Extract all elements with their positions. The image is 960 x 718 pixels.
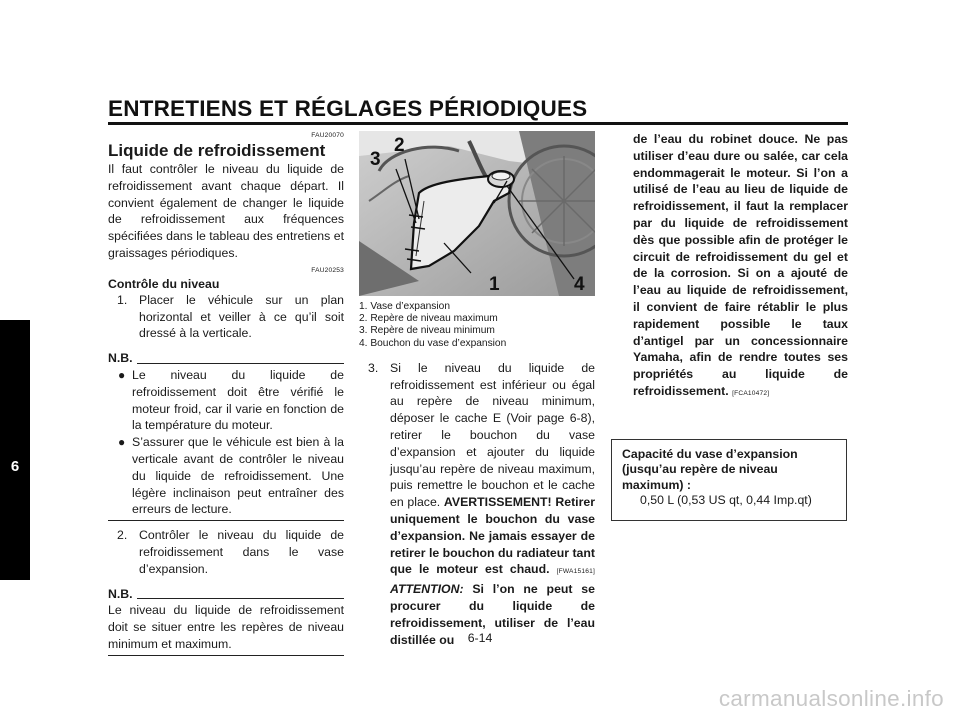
legend-item: 4. Bouchon du vase d’expansion: [359, 337, 507, 349]
attention-text: Si l’on ne peut se procurer du liquide de refroidissement, utiliser de l’eau distillée ou: [390, 582, 595, 647]
subheading: Contrôle du niveau: [108, 276, 220, 291]
note-heading: [108, 586, 344, 603]
step-number: 1.: [117, 292, 128, 307]
watermark: carmanualsonline.info: [718, 686, 944, 711]
legend-item: 2. Repère de niveau maximum: [359, 313, 498, 325]
attention-continued-text: de l’eau du robinet douce. Ne pas utiliser d’eau dure ou salée, car cela endommagerait le moteur. Si l’on a utilisé de l’eau au lieu de liquide de refroidissement, il faut la remplacer par du liquide de refroidissement dès que possible afin de protéger le circuit de refroidissement du gel et de la corrosion. Si on a ajouté de l’eau au liquide de refroidissement, il convient de faire rétablir le plus rapidement possible le taux d’antigel par un concessionnaire Yamaha, afin de rendre toutes ses propriétés au liquide de refroidissement.: [633, 132, 848, 398]
coolant-reservoir-photo: [359, 131, 595, 296]
bullet-icon: ●: [118, 367, 126, 382]
warning-code: [FWA15161]: [556, 568, 595, 576]
note-label: N.B.: [108, 351, 133, 366]
callout-4: 4: [574, 274, 585, 295]
section-title: Liquide de refroidissement: [108, 141, 326, 160]
chapter-tab: [0, 320, 30, 580]
step-text: Contrôler le niveau du liquide de refroidissement dans le vase d’expansion.: [139, 528, 344, 576]
intro-paragraph: Il faut contrôler le niveau du liquide de refroidissement avant chaque départ. Il convient également de changer le liquide de refroidissement aux fréquences spécifiées dans le tableau des entretiens et graissages périodiques.: [108, 162, 344, 260]
note-text: Le niveau du liquide de refroidissement doit se situer entre les repères de niveau minimum et maximum.: [108, 603, 344, 651]
chapter-tab-label: 6: [10, 458, 20, 475]
step-1: [108, 292, 344, 342]
note-label: N.B.: [108, 586, 133, 601]
figure-legend: [359, 301, 595, 350]
note-heading: [108, 350, 344, 367]
reference-code: FAU20253: [311, 266, 344, 274]
header-rule: [108, 122, 848, 125]
step-3-text: Si le niveau du liquide de refroidissement est inférieur ou égal au repère de niveau minimum, déposer le cache E (Voir page 6-8), retirer le bouchon du vase d’expansion et ajouter du liquide jusqu’au repère de niveau maximum, puis remettre le bouchon et le cache en place.: [390, 360, 595, 510]
capacity-spec-box: [611, 439, 847, 521]
note-bullet-text: S’assurer que le véhicule est bien à la verticale avant de contrôler le niveau du liquide de refroidissement. Une légère inclinaison peut entraîner des erreurs de lecture.: [132, 435, 344, 517]
step-text: Placer le véhicule sur un plan horizontal et veiller à ce qu’il soit dressé à la verticale.: [139, 292, 344, 341]
column-right: [611, 131, 848, 521]
caution-code: [FCA10472]: [732, 389, 770, 397]
note-bullet-text: Le niveau du liquide de refroidissement doit être vérifié le moteur froid, car il varie en fonction de la température du moteur.: [132, 367, 344, 433]
reference-code: FAU20070: [311, 132, 344, 139]
step-2: [108, 527, 344, 577]
step-3: [359, 360, 595, 649]
attention-label: ATTENTION:: [390, 582, 464, 597]
callout-1: 1: [489, 274, 500, 295]
note-end-rule: [108, 655, 344, 656]
column-middle: [359, 131, 595, 648]
page-number: 6-14: [467, 631, 493, 645]
step-text: [390, 360, 595, 649]
callout-3: 3: [370, 149, 381, 170]
note-bullet: [108, 367, 344, 434]
warning-text: AVERTISSEMENT! Retirer uniquement le bouchon du vase d’expansion. Ne jamais essayer de retirer le bouchon du radiateur tant que le moteur est chaud.: [390, 495, 595, 577]
column-left: [108, 131, 344, 656]
step-number: 2.: [117, 528, 128, 543]
spec-value: 0,50 L (0,53 US qt, 0,44 Imp.qt): [640, 493, 812, 508]
bullet-icon: ●: [118, 435, 126, 450]
callout-2: 2: [394, 135, 405, 156]
spec-label: Capacité du vase d’expansion (jusqu’au repère de niveau maximum) :: [622, 446, 798, 492]
note-end-rule: [108, 520, 344, 521]
note-bullet: [108, 434, 344, 518]
page-header-title: ENTRETIENS ET RÉGLAGES PÉRIODIQUES: [108, 96, 588, 121]
legend-item: 3. Repère de niveau minimum: [359, 325, 495, 337]
attention-continued: [611, 131, 848, 403]
step-number: 3.: [368, 360, 379, 375]
legend-item: 1. Vase d’expansion: [359, 301, 450, 312]
